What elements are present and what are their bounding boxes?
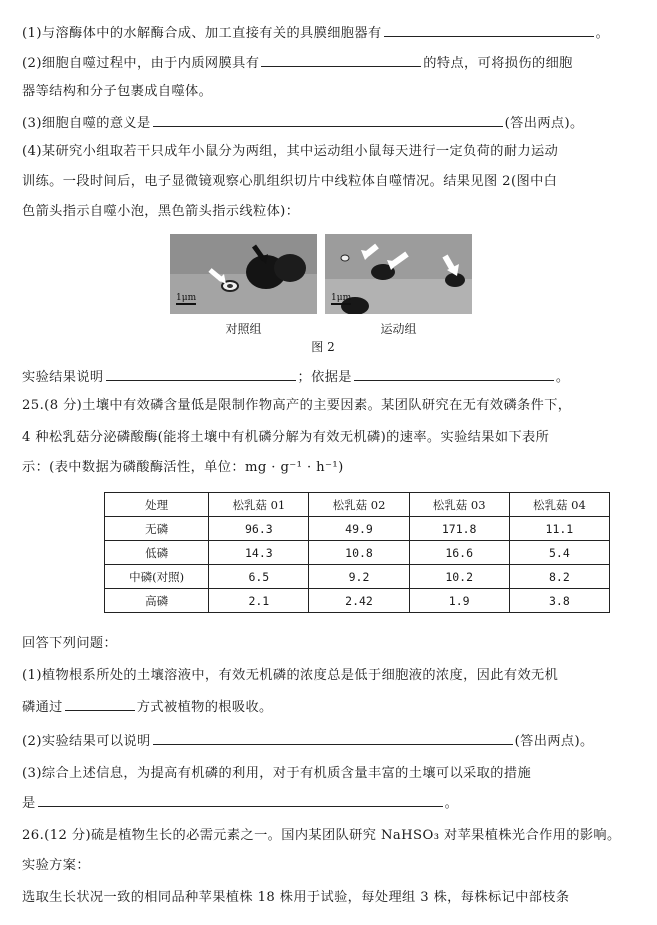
table-cell: 中磷(对照) xyxy=(105,565,209,589)
answer-blank[interactable] xyxy=(106,366,296,381)
result-line xyxy=(22,366,637,388)
text: 磷通过 xyxy=(22,700,63,715)
question-25-line: 25.(8 分)土壤中有效磷含量低是限制作物高产的主要因素。某团队研究在无有效磷条件下， xyxy=(22,398,572,413)
scheme-heading: 实验方案： xyxy=(22,858,90,873)
answer-blank[interactable] xyxy=(354,366,554,381)
table-row xyxy=(105,565,610,589)
answer-blank[interactable] xyxy=(384,22,594,37)
table-cell: 3.8 xyxy=(509,589,609,613)
text: (2)细胞自噬过程中，由于内质网膜具有 xyxy=(22,56,260,71)
table-cell: 14.3 xyxy=(209,541,309,565)
table-cell: 高磷 xyxy=(105,589,209,613)
table-cell: 无磷 xyxy=(105,517,209,541)
text: 是 xyxy=(22,796,36,811)
question-25-line: 4 种松乳菇分泌磷酸酶(能将土壤中有机磷分解为有效无机磷)的速率。实验结果如下表所 xyxy=(22,430,550,445)
answer-blank[interactable] xyxy=(261,52,421,67)
question-4-line: (4)某研究小组取若干只成年小鼠分为两组，其中运动组小鼠每天进行一定负荷的耐力运动 xyxy=(22,144,559,159)
answer-blank[interactable] xyxy=(153,730,513,745)
text: 方式被植物的根吸收。 xyxy=(136,700,273,715)
text: 的特点，可将损伤的细胞 xyxy=(423,56,573,71)
table-cell: 6.5 xyxy=(209,565,309,589)
table-cell: 低磷 xyxy=(105,541,209,565)
text: ；依据是 xyxy=(297,370,352,385)
table-header-cell: 处理 xyxy=(105,493,209,517)
scale-bar-label: 1μm xyxy=(176,293,197,303)
micrograph-control-image xyxy=(170,234,317,314)
scheme-line: 选取生长状况一致的相同品种苹果植株 18 株用于试验，每处理组 3 株，每株标记中部枝条 xyxy=(22,890,570,905)
table-cell: 171.8 xyxy=(409,517,509,541)
question-2-line xyxy=(22,52,637,74)
text: (2)实验结果可以说明 xyxy=(22,734,151,749)
question-25-line: 示：(表中数据为磷酸酶活性，单位：mg · g⁻¹ · h⁻¹) xyxy=(22,460,344,475)
text: 。 xyxy=(595,26,610,41)
answer-blank[interactable] xyxy=(38,792,443,807)
micrograph-control xyxy=(170,234,317,314)
table-header-cell: 松乳菇 01 xyxy=(209,493,309,517)
text: 。 xyxy=(444,796,459,811)
question-3-line xyxy=(22,112,637,134)
table-cell: 9.2 xyxy=(309,565,409,589)
table-cell: 1.9 xyxy=(409,589,509,613)
caption-exercise: 运动组 xyxy=(380,322,417,336)
question-25-3-line xyxy=(22,792,637,814)
text: (1)与溶酶体中的水解酶合成、加工直接有关的具膜细胞器有 xyxy=(22,26,382,41)
text: 。 xyxy=(555,370,570,385)
table-header-cell: 松乳菇 03 xyxy=(409,493,509,517)
table-cell: 49.9 xyxy=(309,517,409,541)
text: 实验结果说明 xyxy=(22,370,104,385)
table-cell: 8.2 xyxy=(509,565,609,589)
answer-blank[interactable] xyxy=(65,696,135,711)
table-header-row xyxy=(105,493,610,517)
answer-blank[interactable] xyxy=(153,112,503,127)
question-1-line xyxy=(22,22,637,44)
micrograph-exercise-image xyxy=(325,234,472,314)
scale-bar-label: 1μm xyxy=(331,293,352,303)
text: (答出两点)。 xyxy=(514,734,594,749)
question-4-line: 训练。一段时间后，电子显微镜观察心肌组织切片中线粒体自噬情况。结果见图 2(图中白 xyxy=(22,174,558,189)
table-cell: 2.1 xyxy=(209,589,309,613)
question-4-line: 色箭头指示自噬小泡，黑色箭头指示线粒体)： xyxy=(22,204,300,219)
question-25-3-line: (3)综合上述信息，为提高有机磷的利用，对于有机质含量丰富的土壤可以采取的措施 xyxy=(22,766,532,781)
table-cell: 10.8 xyxy=(309,541,409,565)
table-cell: 2.42 xyxy=(309,589,409,613)
table-header-cell: 松乳菇 04 xyxy=(509,493,609,517)
table-header-cell: 松乳菇 02 xyxy=(309,493,409,517)
table-row xyxy=(105,517,610,541)
micrograph-exercise xyxy=(325,234,472,314)
table-cell: 11.1 xyxy=(509,517,609,541)
figure-number: 图 2 xyxy=(311,340,335,354)
question-25-1-line xyxy=(22,696,637,718)
table-cell: 5.4 xyxy=(509,541,609,565)
table-cell: 96.3 xyxy=(209,517,309,541)
text: (3)细胞自噬的意义是 xyxy=(22,116,151,131)
text: (答出两点)。 xyxy=(504,116,584,131)
table-cell: 16.6 xyxy=(409,541,509,565)
phosphatase-table xyxy=(104,492,610,613)
question-2-cont: 器等结构和分子包裹成自噬体。 xyxy=(22,84,213,99)
question-26-line: 26.(12 分)硫是植物生长的必需元素之一。国内某团队研究 NaHSO₃ 对苹果植株光合作用的影响。 xyxy=(22,828,621,843)
question-25-1-line: (1)植物根系所处的土壤溶液中，有效无机磷的浓度总是低于细胞液的浓度，因此有效无机 xyxy=(22,668,559,683)
caption-control: 对照组 xyxy=(225,322,262,336)
questions-prompt: 回答下列问题： xyxy=(22,636,118,651)
table-row xyxy=(105,589,610,613)
table-cell: 10.2 xyxy=(409,565,509,589)
table-row xyxy=(105,541,610,565)
figure-2 xyxy=(170,234,476,354)
question-25-2-line xyxy=(22,730,637,752)
